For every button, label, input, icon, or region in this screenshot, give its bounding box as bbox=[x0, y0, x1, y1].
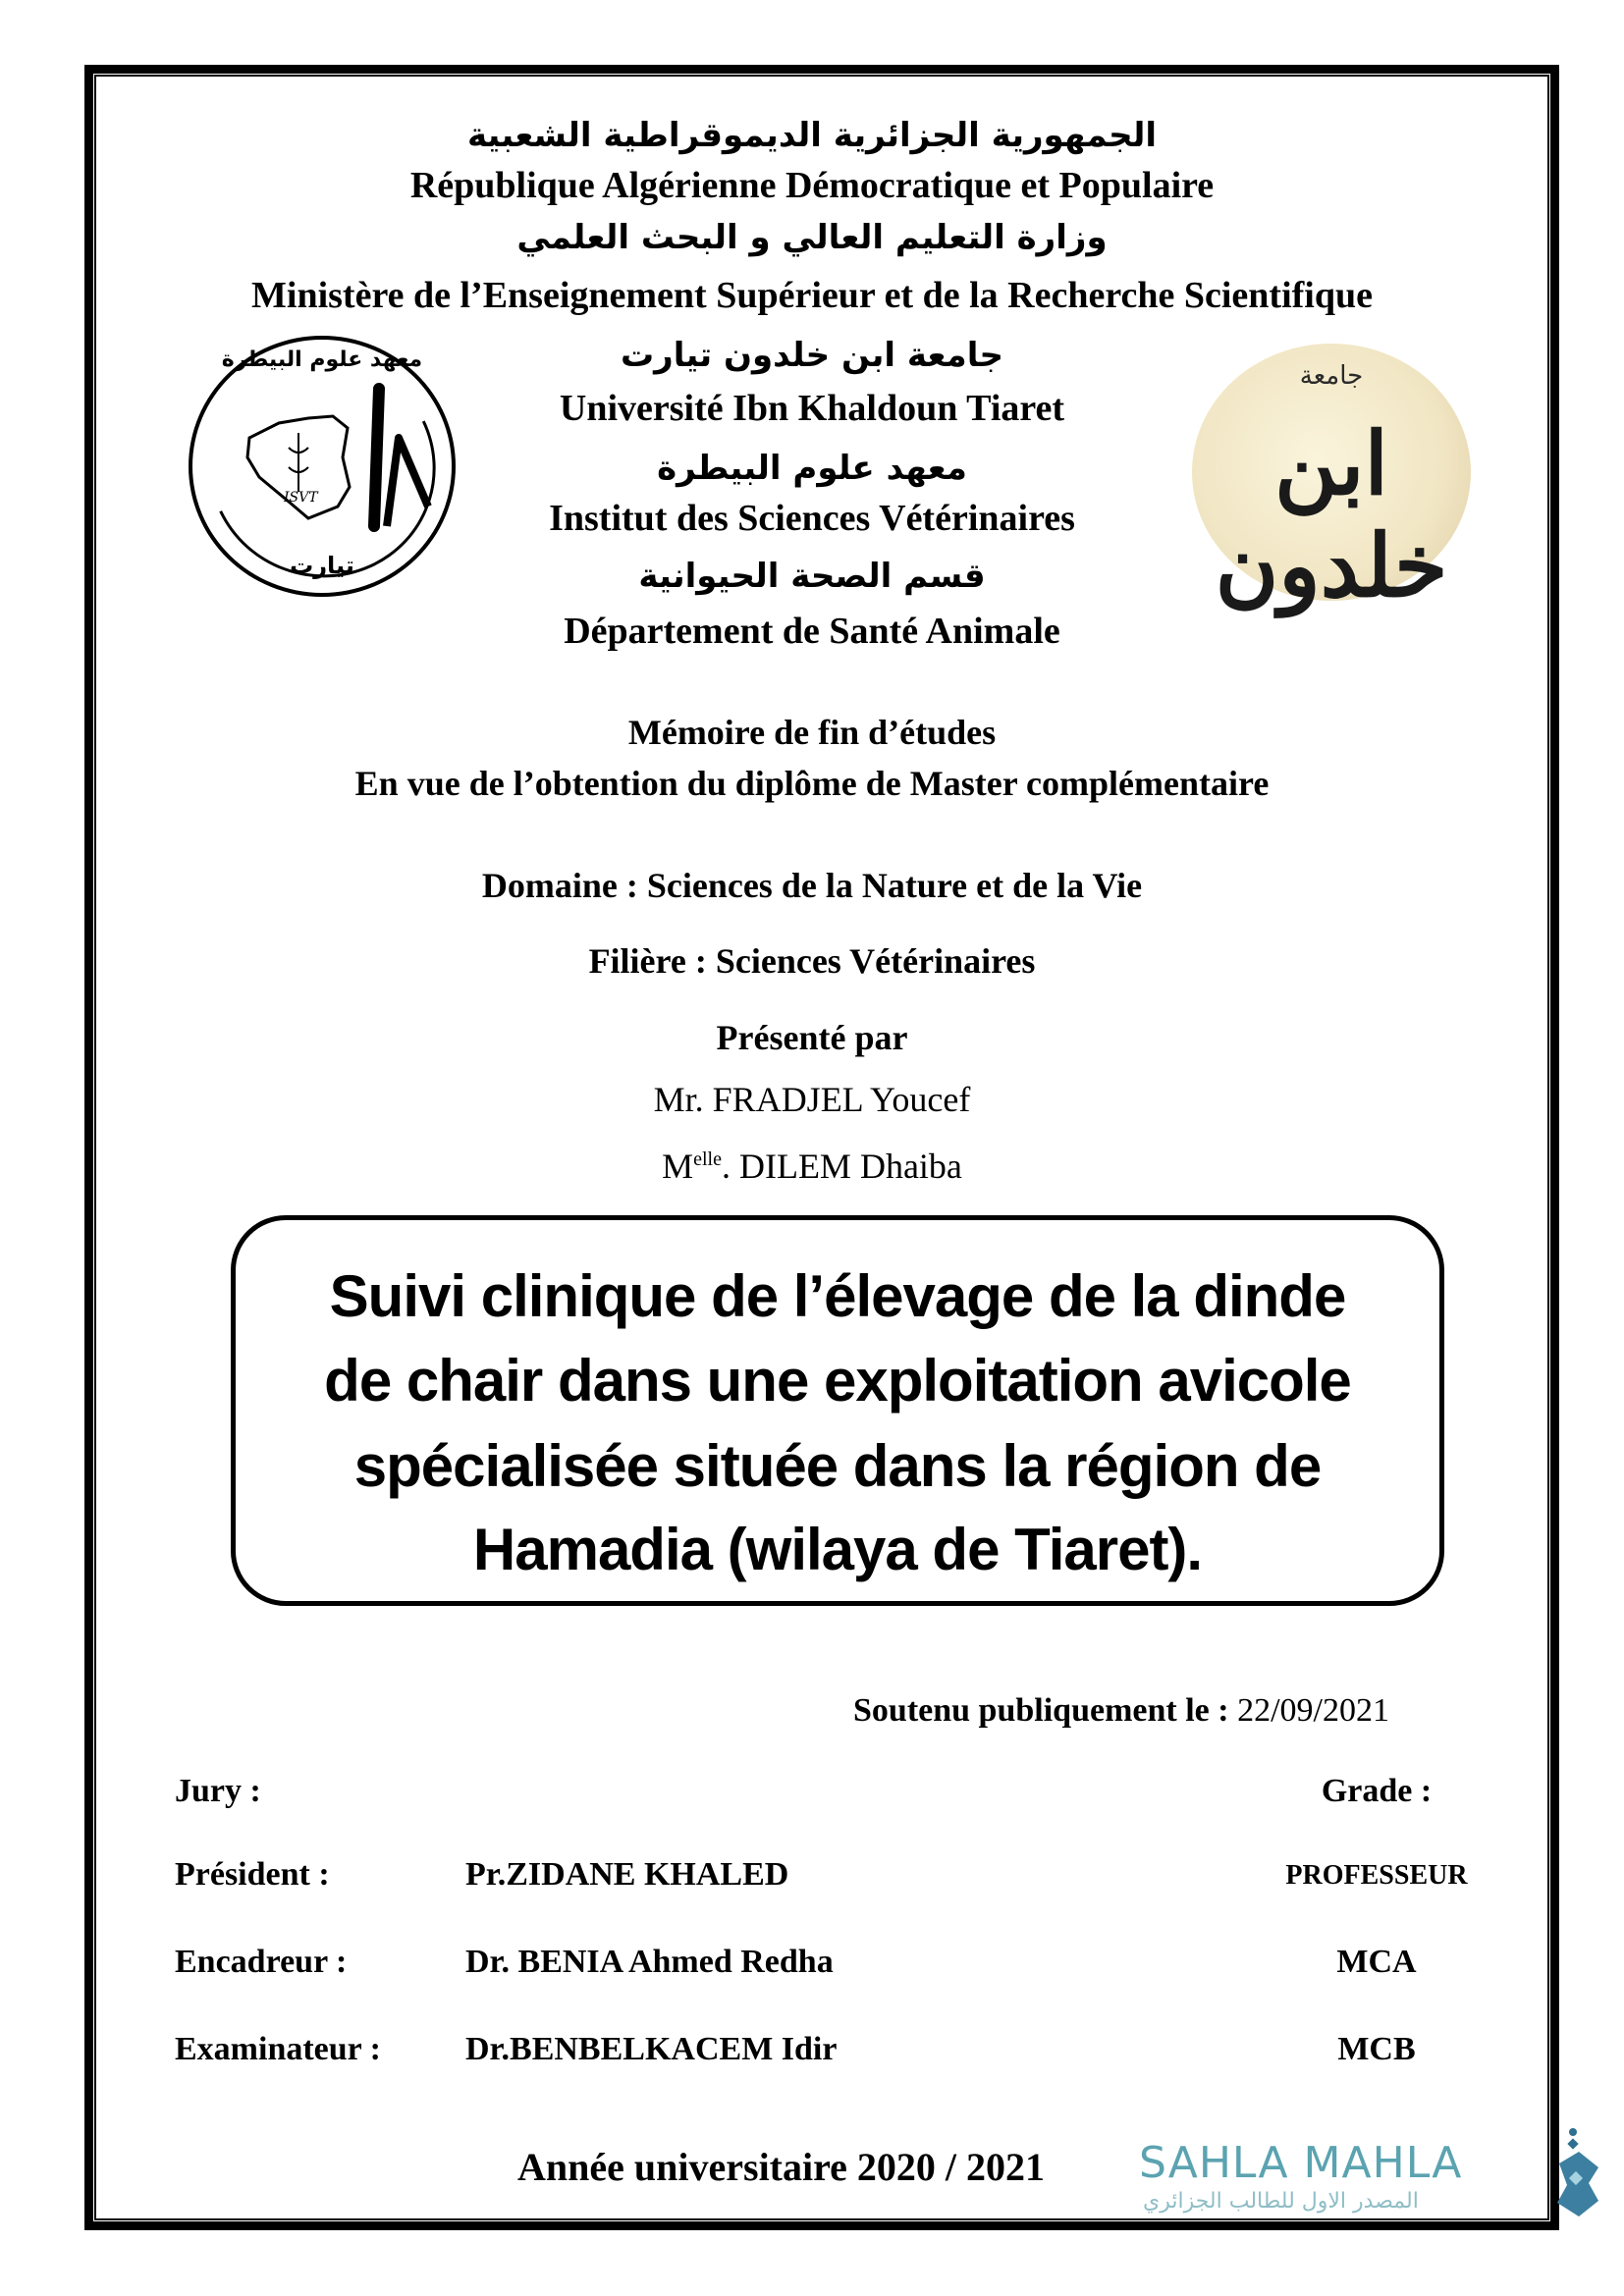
logo-bottom-text: تيارت bbox=[290, 552, 354, 579]
author-1 bbox=[0, 1079, 1624, 1120]
author-1-prefix: Mr. bbox=[653, 1080, 713, 1119]
thesis-purpose: En vue de l’obtention du diplôme de Master complémentaire bbox=[354, 764, 1270, 803]
institute-french: Institut des Sciences Vétérinaires bbox=[549, 498, 1075, 539]
thesis-domain: Domaine : Sciences de la Nature et de la Vie bbox=[481, 866, 1143, 905]
republic-arabic: الجمهورية الجزائرية الديموقراطية الشعبية bbox=[466, 116, 1158, 155]
author-2-name: . DILEM Dhaiba bbox=[721, 1147, 962, 1186]
jury-name-examiner: Dr.BENBELKACEM Idir bbox=[465, 2031, 838, 2067]
university-french: Université Ibn Khaldoun Tiaret bbox=[559, 388, 1065, 429]
jury-role-president: Président : bbox=[175, 1856, 330, 1893]
sahla-mahla-logo-icon bbox=[1549, 2124, 1608, 2222]
defense-label: Soutenu publiquement le : bbox=[853, 1692, 1238, 1729]
logo-seventeen-icon bbox=[359, 379, 438, 546]
thesis-title-line-3: spécialisée située dans la région de bbox=[353, 1433, 1322, 1499]
thesis-field: Filière : Sciences Vétérinaires bbox=[588, 941, 1036, 981]
department-arabic: قسم الصحة الحيوانية bbox=[638, 557, 986, 596]
jury-grade-president: PROFESSEUR bbox=[1285, 1860, 1468, 1891]
svg-text:ISVT: ISVT bbox=[284, 490, 318, 506]
jury-grade-supervisor: MCA bbox=[1336, 1944, 1417, 1980]
academic-year: Année universitaire 2020 / 2021 bbox=[517, 2145, 1046, 2189]
author-2 bbox=[0, 1146, 1624, 1187]
defense-date: 22/09/2021 bbox=[1237, 1692, 1389, 1729]
institute-logo bbox=[189, 336, 456, 597]
watermark-subtitle: المصدر الاول للطالب الجزائري bbox=[1143, 2189, 1419, 2214]
republic-french: République Algérienne Démocratique et Populaire bbox=[409, 165, 1215, 206]
jury-role-examiner: Examinateur : bbox=[175, 2031, 381, 2067]
defense-date-line bbox=[853, 1692, 1389, 1730]
logo-calligraphy: ابن خلدون bbox=[1215, 412, 1448, 616]
university-arabic: جامعة ابن خلدون تيارت bbox=[621, 336, 1003, 375]
jury-role-supervisor: Encadreur : bbox=[175, 1944, 348, 1980]
thesis-title-line-1: Suivi clinique de l’élevage de la dinde bbox=[329, 1263, 1346, 1329]
ministry-french: Ministère de l’Enseignement Supérieur et de la Recherche Scientifique bbox=[251, 275, 1373, 316]
author-2-prefix: M bbox=[662, 1147, 694, 1186]
jury-name-supervisor: Dr. BENIA Ahmed Redha bbox=[465, 1944, 834, 1980]
watermark-title: SAHLA MAHLA bbox=[1139, 2138, 1463, 2188]
jury-header: Jury : bbox=[175, 1773, 261, 1809]
grade-header: Grade : bbox=[1321, 1773, 1433, 1809]
jury-grade-examiner: MCB bbox=[1337, 2031, 1416, 2067]
logo-top-text: جامعة bbox=[1299, 361, 1364, 391]
author-1-name: FRADJEL Youcef bbox=[712, 1080, 971, 1119]
logo-arc-text: معهد علوم البيطرة bbox=[221, 347, 423, 372]
algeria-map-icon bbox=[240, 408, 367, 526]
sahla-mahla-watermark bbox=[1139, 2132, 1551, 2230]
thesis-title-line-4: Hamadia (wilaya de Tiaret). bbox=[472, 1517, 1203, 1582]
jury-name-president: Pr.ZIDANE KHALED bbox=[465, 1856, 789, 1893]
presented-by-label: Présenté par bbox=[716, 1018, 908, 1057]
author-2-superscript: elle bbox=[693, 1148, 722, 1170]
ministry-arabic: وزارة التعليم العالي و البحث العلمي bbox=[516, 218, 1108, 257]
thesis-title-line-2: de chair dans une exploitation avicole bbox=[324, 1348, 1351, 1414]
department-french: Département de Santé Animale bbox=[564, 611, 1060, 652]
thesis-type: Mémoire de fin d’études bbox=[627, 713, 997, 752]
university-logo bbox=[1192, 344, 1471, 616]
institute-arabic: معهد علوم البيطرة bbox=[657, 449, 967, 488]
